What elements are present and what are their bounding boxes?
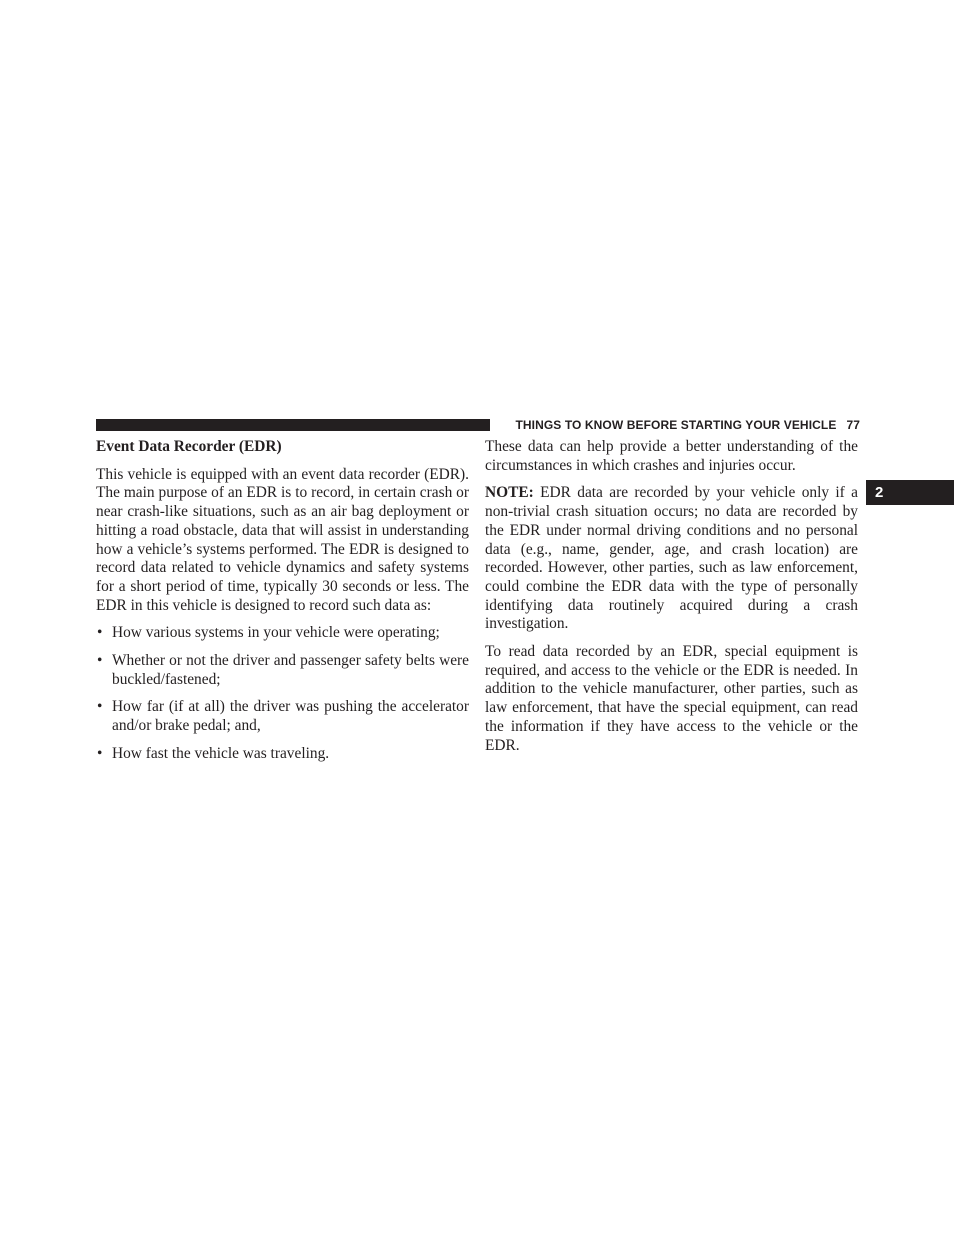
right-column <box>485 438 858 764</box>
left-column <box>96 438 469 773</box>
chapter-tab: 2 <box>866 480 954 505</box>
list-item: • Whether or not the driver and passenger safety belts were buckled/fastened; <box>97 652 469 688</box>
list-item: • How far (if at all) the driver was pushing the accelerator and/or brake pedal; and, <box>97 698 469 735</box>
page-number: 77 <box>846 418 860 432</box>
section-title: Event Data Recorder (EDR) <box>96 438 282 455</box>
intro-paragraph: This vehicle is equipped with an event data recorder (EDR). The main purpose of an EDR is to record, in certain crash or near crash-like situations, such as an air bag deployment or hitting a road obstacle, data that will assist in understanding how a vehicle’s systems performed. The EDR is designed to record data related to vehicle dynamics and safety systems for a short period of time, typically 30 seconds or less. The EDR in this vehicle is designed to record such data as: <box>96 465 469 614</box>
running-header <box>498 417 860 433</box>
header-rule <box>96 419 490 431</box>
bullet-icon: • <box>97 652 103 670</box>
bullet-icon: • <box>97 698 103 716</box>
note-paragraph <box>485 484 858 634</box>
list-item: • How fast the vehicle was traveling. <box>97 744 330 762</box>
list-item: • How various systems in your vehicle were operating; <box>97 624 440 642</box>
header-title: THINGS TO KNOW BEFORE STARTING YOUR VEHICLE <box>515 418 837 432</box>
bullet-icon: • <box>97 624 103 642</box>
note-label: NOTE: <box>485 484 534 502</box>
bullet-icon: • <box>97 744 103 762</box>
note-text: EDR data are recorded by your vehicle only if a non-trivial crash situation occurs; no data are recorded by the EDR under normal driving conditions and no personal data (e.g., name, gender, age, and crash location) are recorded. However, other parties, such as law enforcement, could combine the EDR data with the type of personally identifying data routinely acquired during a crash investigation. <box>485 484 858 633</box>
bullet-list <box>96 624 469 763</box>
body-paragraph: These data can help provide a better understanding of the circumstances in which crashes and injuries occur. <box>485 438 858 474</box>
body-paragraph: To read data recorded by an EDR, special equipment is required, and access to the vehicle or the EDR is needed. In addition to the vehicle manufacturer, other parties, such as law enforcement, that have the special equipment, can read the information if they have access to the vehicle or the EDR. <box>485 643 858 754</box>
